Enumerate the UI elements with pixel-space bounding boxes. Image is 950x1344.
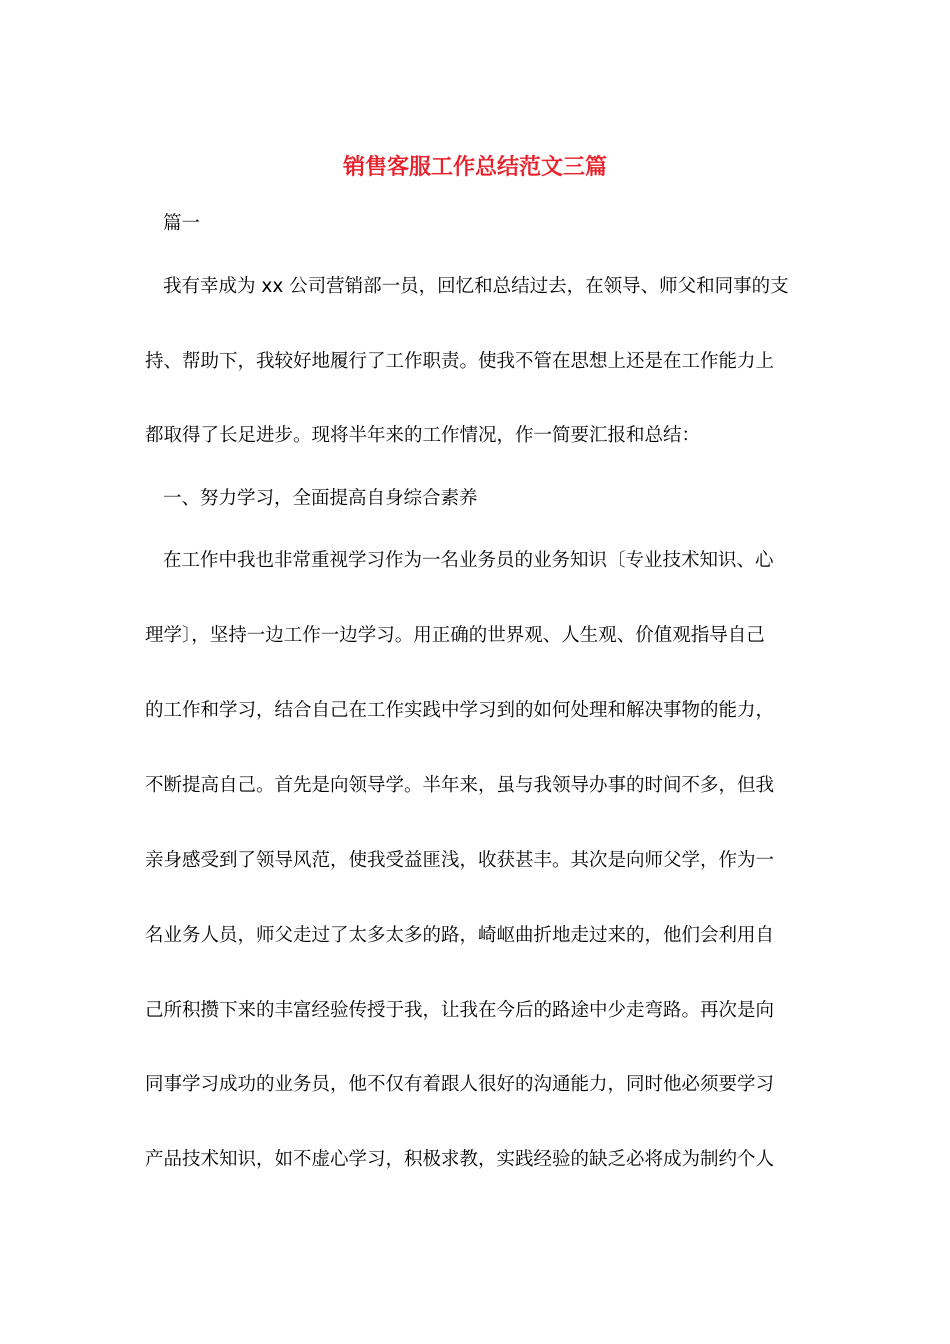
paragraph-line: 己所积攒下来的丰富经验传授于我，让我在今后的路途中少走弯路。再次是向 — [145, 1000, 775, 1021]
section-label: 篇一 — [163, 213, 201, 234]
paragraph-line: 我有幸成为 xx 公司营销部一员，回忆和总结过去，在领导、师父和同事的支 — [163, 276, 789, 297]
section-heading: 一、努力学习，全面提高自身综合素养 — [163, 488, 478, 509]
paragraph-line: 在工作中我也非常重视学习作为一名业务员的业务知识〔专业技术知识、心 — [163, 550, 774, 571]
paragraph-line: 产品技术知识，如不虚心学习，积极求教，实践经验的缺乏必将成为制约个人 — [145, 1149, 775, 1170]
paragraph-line: 不断提高自己。首先是向领导学。半年来，虽与我领导办事的时间不多，但我 — [145, 775, 775, 796]
paragraph-line: 亲身感受到了领导风范，使我受益匪浅，收获甚丰。其次是向师父学，作为一 — [145, 850, 775, 871]
paragraph-line: 理学〕，坚持一边工作一边学习。用正确的世界观、人生观、价值观指导自己 — [145, 625, 765, 646]
document-title: 销售客服工作总结范文三篇 — [342, 154, 607, 180]
paragraph-line: 都取得了长足进步。现将半年来的工作情况，作一简要汇报和总结： — [145, 425, 701, 446]
paragraph-line: 持、帮助下，我较好地履行了工作职责。使我不管在思想上还是在工作能力上 — [145, 351, 775, 372]
paragraph-line: 名业务人员，师父走过了太多太多的路，崎岖曲折地走过来的，他们会利用自 — [145, 925, 775, 946]
paragraph-line: 的工作和学习，结合自己在工作实践中学习到的如何处理和解决事物的能力， — [145, 700, 775, 721]
paragraph-line: 同事学习成功的业务员，他不仅有着跟人很好的沟通能力，同时他必须要学习 — [145, 1074, 775, 1095]
